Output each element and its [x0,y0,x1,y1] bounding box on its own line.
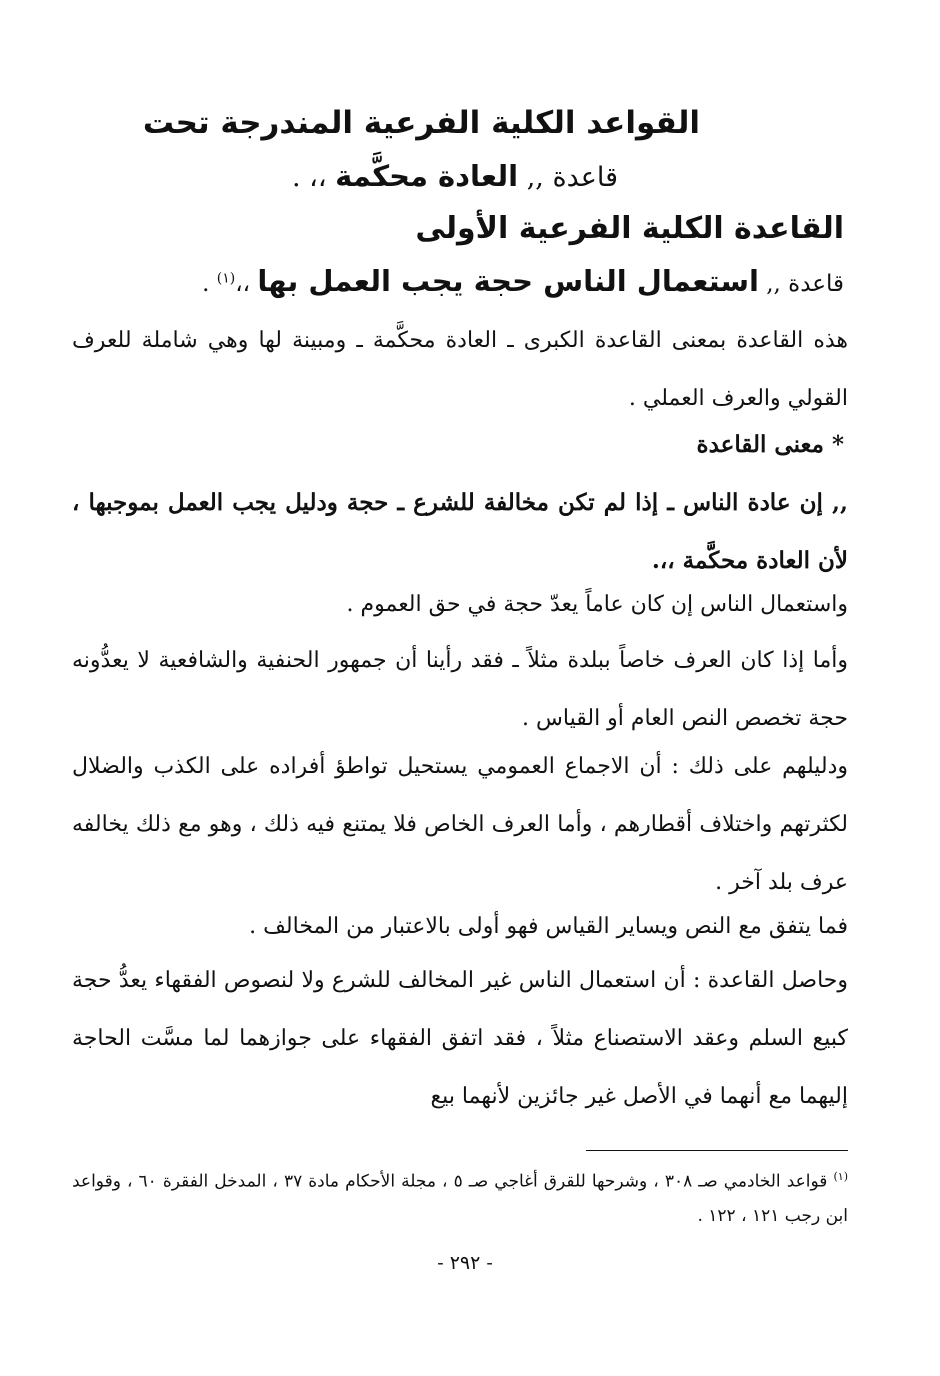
rule-subheading [202,264,844,298]
section-subheading [280,159,630,193]
paragraph-8: وحاصل القاعدة : أن استعمال الناس غير المخالف للشرع ولا لنصوص الفقهاء يعدُّ حجة كبيع السلم وعقد الاستصناع مثلاً ، فقد اتفق الفقهاء على جوازهما لما مسَّت الحاجة إليهما مع أنهما في الأصل غير جائزين لأنهما بيع [72,968,848,1109]
paragraph-5: وأما إذا كان العرف خاصاً ببلدة مثلاً ـ فقد رأينا أن جمهور الحنفية والشافعية لا يعدُّونه حجة تخصص النص العام أو القياس . [72,648,848,731]
footnote [72,1160,848,1233]
footnote-text: قواعد الخادمي صـ ٣٠٨ ، وشرحها للقرق أغاجي صـ ٥ ، مجلة الأحكام مادة ٣٧ ، المدخل الفقرة ٦٠ ، وقواعد ابن رجب ١٢١ ، ١٢٢ . [72,1171,848,1226]
paragraph-3-definition: ,, إن عادة الناس ـ إذا لم تكن مخالفة للشرع ـ حجة ودليل يجب العمل بموجبها ، لأن العادة محكَّمة ،،. [72,489,848,574]
rule-heading-text: القاعدة الكلية الفرعية الأولى [415,211,844,246]
rule-heading [415,211,844,246]
rule-subheading-end: . [202,271,217,297]
subheading-suffix: ،، . [291,162,336,193]
footnote-divider [586,1150,848,1151]
subheading-prefix: قاعدة ,, [518,162,619,193]
paragraph-1: هذه القاعدة بمعنى القاعدة الكبرى ـ العادة محكَّمة ـ ومبينة لها وهي شاملة للعرف القولي والعرف العملي . [72,328,848,411]
section-heading-text: القواعد الكلية الفرعية المندرجة تحت [142,105,700,141]
rule-subheading-prefix: قاعدة ,, [758,271,844,297]
rule-subheading-rule: استعمال الناس حجة يجب العمل بها [257,264,759,298]
section-heading [142,105,700,141]
paragraph-2-subheading: * معنى القاعدة [696,431,844,458]
subheading-rule: العادة محكَّمة [335,159,519,193]
page-number: - ٢٩٢ - [437,1252,493,1274]
paragraph-6: ودليلهم على ذلك : أن الاجماع العمومي يستحيل تواطؤ أفراده على الكذب والضلال لكثرتهم واختلاف أقطارهم ، وأما العرف الخاص فلا يمتنع فيه ذلك ، وهو مع ذلك يخالفه عرف بلد آخر . [72,754,848,895]
footnote-reference: (١) [216,270,236,287]
rule-subheading-suffix: ،، [235,271,258,297]
paragraph-7: فما يتفق مع النص ويساير القياس فهو أولى بالاعتبار من المخالف . [249,914,848,939]
paragraph-4: واستعمال الناس إن كان عاماً يعدّ حجة في حق العموم . [346,592,848,617]
footnote-marker: (١) [833,1170,848,1183]
